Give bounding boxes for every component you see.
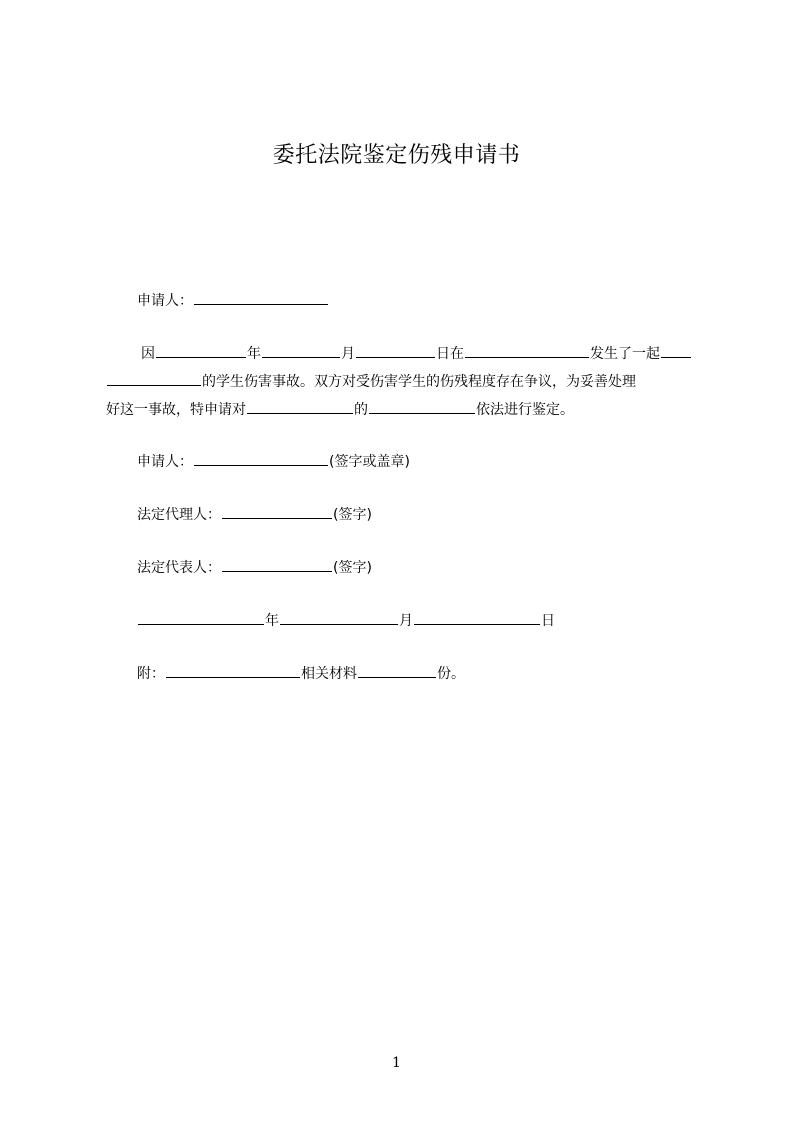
text-incident-description: 的学生伤害事故。双方对受伤害学生的伤残程度存在争议，为妥善处理	[202, 374, 636, 390]
body-line-1	[141, 342, 692, 365]
text-year: 年	[247, 346, 261, 362]
date-day-field[interactable]	[414, 609, 540, 625]
text-request-for: 好这一事故，特申请对	[106, 402, 246, 418]
legal-agent-note: (签字)	[333, 507, 372, 523]
page-number: 1	[392, 1055, 401, 1071]
legal-agent-line	[137, 503, 372, 526]
accident-location-field[interactable]	[465, 342, 589, 358]
applicant-name-field[interactable]	[194, 289, 328, 305]
attachment-line	[137, 662, 465, 685]
legal-representative-line	[137, 556, 372, 579]
attachment-description-field[interactable]	[166, 662, 300, 678]
signature-applicant-line	[137, 450, 410, 473]
date-month-field[interactable]	[280, 609, 398, 625]
injured-person-field[interactable]	[247, 398, 353, 414]
date-month-label: 月	[399, 613, 413, 629]
legal-representative-note: (签字)	[333, 560, 372, 576]
text-occurred: 发生了一起	[590, 346, 660, 362]
document-title: 委托法院鉴定伤残申请书	[272, 143, 521, 168]
accident-month-field[interactable]	[262, 342, 340, 358]
signature-applicant-note: (签字或盖章)	[329, 454, 410, 470]
date-year-label: 年	[265, 613, 279, 629]
attachment-label: 附：	[137, 666, 165, 682]
date-line	[137, 609, 555, 632]
text-day-at: 日在	[436, 346, 464, 362]
accident-type-field-part2[interactable]	[107, 370, 201, 386]
text-because: 因	[141, 346, 155, 362]
text-month: 月	[341, 346, 355, 362]
applicant-line	[137, 289, 329, 312]
attachment-copies-field[interactable]	[358, 662, 436, 678]
assessment-item-field[interactable]	[369, 398, 475, 414]
legal-representative-field[interactable]	[222, 556, 332, 572]
accident-type-field-part1[interactable]	[661, 342, 691, 358]
date-year-field[interactable]	[138, 609, 264, 625]
legal-agent-field[interactable]	[222, 503, 332, 519]
legal-representative-label: 法定代表人：	[137, 560, 221, 576]
accident-day-field[interactable]	[356, 342, 435, 358]
text-of: 的	[354, 402, 368, 418]
applicant-label: 申请人：	[137, 293, 193, 309]
date-day-label: 日	[541, 613, 555, 629]
body-line-2	[106, 370, 636, 393]
legal-agent-label: 法定代理人：	[137, 507, 221, 523]
body-line-3	[106, 398, 574, 421]
attachment-materials-label: 相关材料	[301, 666, 357, 682]
attachment-copies-label: 份。	[437, 666, 465, 682]
accident-year-field[interactable]	[156, 342, 246, 358]
signature-applicant-label: 申请人：	[137, 454, 193, 470]
signature-applicant-field[interactable]	[194, 450, 328, 466]
text-assess-by-law: 依法进行鉴定。	[476, 402, 574, 418]
